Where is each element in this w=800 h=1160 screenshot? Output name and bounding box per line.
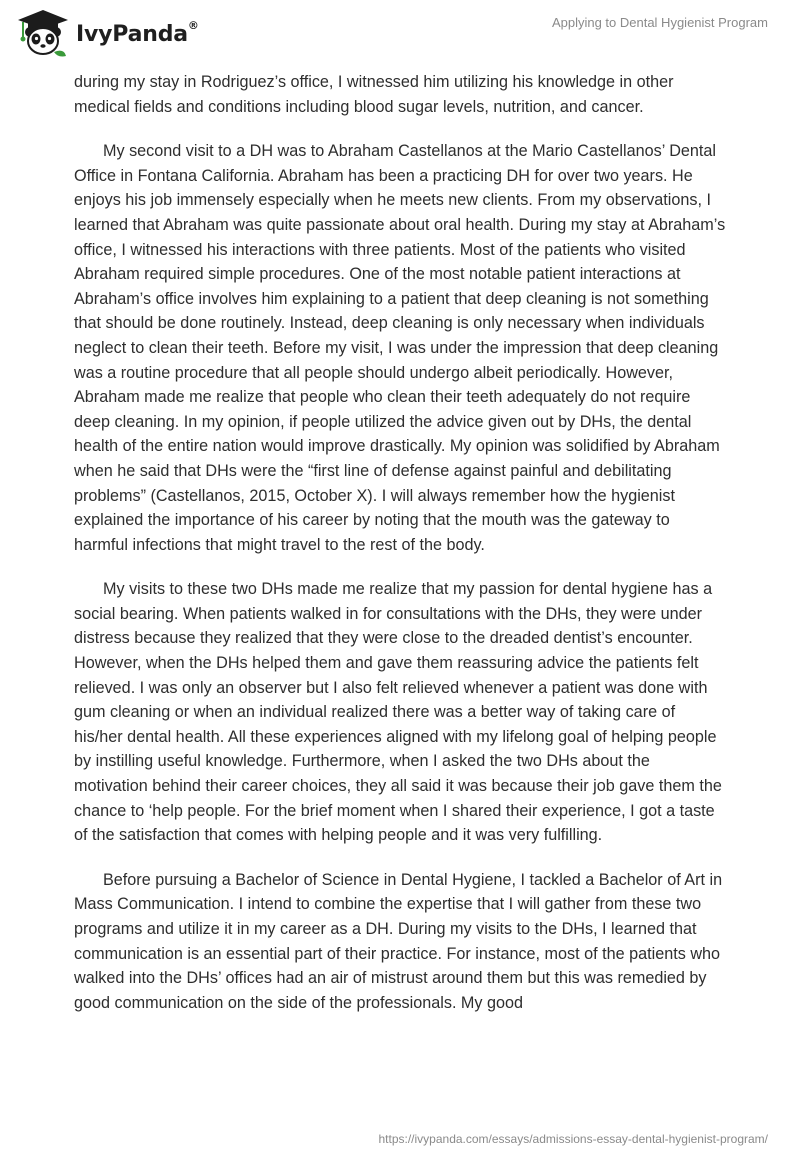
paragraph-continuation: during my stay in Rodriguez’s office, I witnessed him utilizing his knowledge in other medical fields and conditions including blood sugar levels, nutrition, and cancer.	[74, 73, 674, 116]
document-title: Applying to Dental Hygienist Program	[551, 15, 768, 30]
paragraph: Before pursuing a Bachelor of Science in Dental Hygiene, I tackled a Bachelor of Art in Mass Communication. I intend to combine the expertise that I will gather from these two programs and utilize it in my career as a DH. During my visits to the DHs, I learned that communication is an essential part of their practice. For instance, most of the patients who walked into the DHs’ offices had an air of mistrust around them but this was remedied by good communication on the side of the professionals. My good	[74, 870, 723, 1012]
brand-logo[interactable]	[14, 8, 199, 58]
paragraph: My visits to these two DHs made me realize that my passion for dental hygiene has a social bearing. When patients walked in for consultations with the DHs, they were under distress because they realized that they were close to the dreaded dentist’s encounter. However, when the DHs helped them and gave them reassuring advice the patients felt relieved. I was only an observer but I also felt relieved whenever a patient was done with gum cleaning or when an individual realized there was a better way of taking care of his/her dental health. All these experiences aligned with my lifelong goal of helping people by instilling useful knowledge. Furthermore, when I asked the two DHs about the motivation behind their career choices, they all said it was because their job gave them the chance to ‘help people. For the brief moment when I shared their experience, I got a taste of the satisfaction that comes with helping people and it was very fulfilling.	[74, 580, 722, 845]
essay-body	[74, 70, 728, 1035]
page-header	[0, 0, 800, 70]
paragraph: My second visit to a DH was to Abraham Castellanos at the Mario Castellanos’ Dental Office in Fontana California. Abraham has been a practicing DH for over two years. He enjoys his job immensely especially when he meets new clients. From my observations, I learned that Abraham was quite passionate about oral health. During my stay at Abraham’s office, I witnessed his interactions with three patients. Most of the patients who visited Abraham required simple procedures. One of the most notable patient interactions at Abraham’s office involves him explaining to a patient that deep cleaning is not something that should be done routinely. Instead, deep cleaning is only necessary when individuals neglect to clean their teeth. Before my visit, I was under the impression that deep cleaning was a routine procedure that all people should undergo albeit periodically. However, Abraham made me realize that people who clean their teeth adequately do not require deep cleaning. In my opinion, if people utilized the advice given out by DHs, the dental health of the entire nation would improve drastically. My opinion was solidified by Abraham when he said that DHs were the “first line of defense against painful and debilitating problems” (Castellanos, 2015, October X). I will always remember how the hygienist explained the importance of his career by noting that the mouth was the gateway to harmful infections that might travel to the rest of the body.	[74, 142, 726, 554]
panda-graduate-icon	[14, 8, 72, 58]
source-url[interactable]: https://ivypanda.com/essays/admissions-essay-dental-hygienist-program/	[378, 1132, 768, 1146]
brand-name: IvyPanda®	[76, 19, 199, 47]
